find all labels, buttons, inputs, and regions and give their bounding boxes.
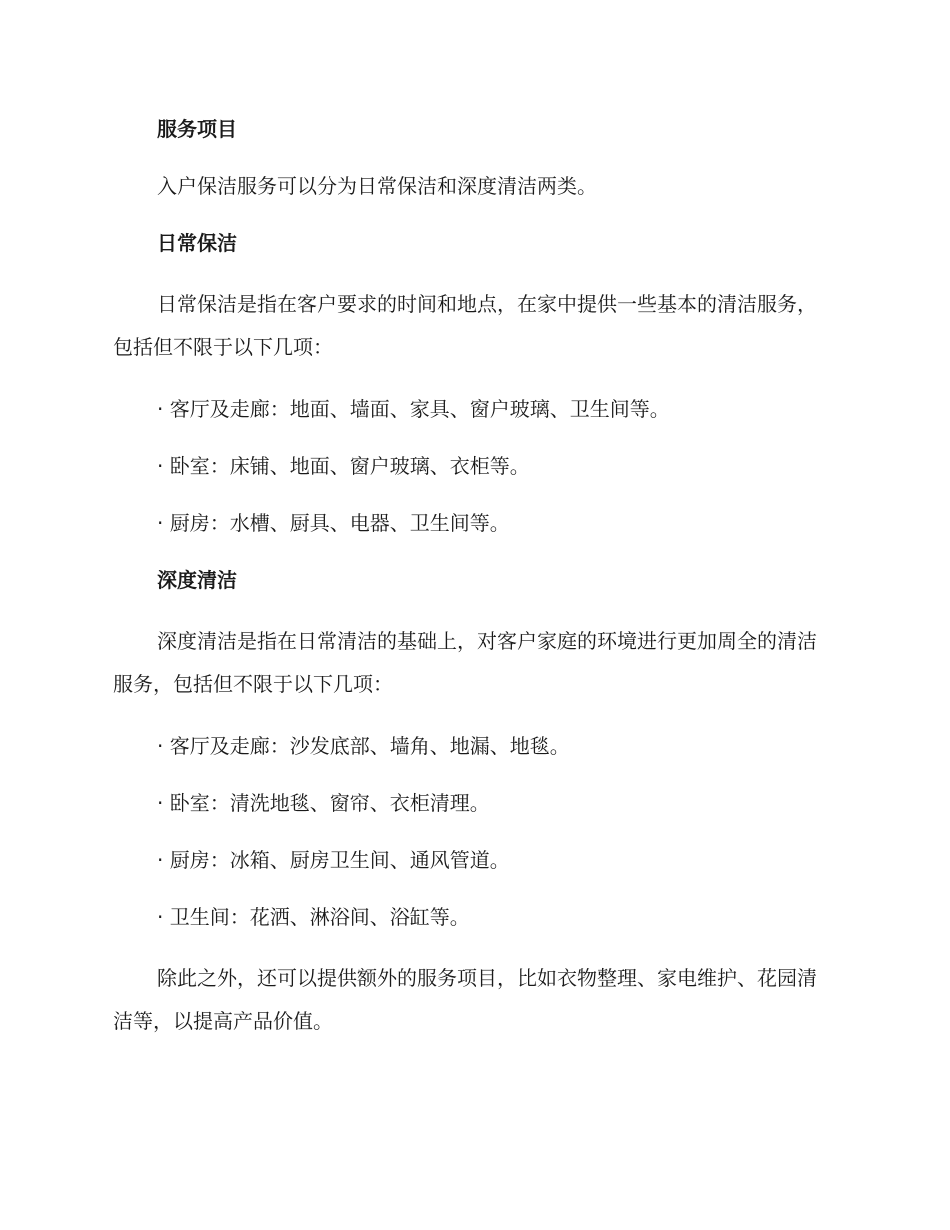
section-heading-service-items: 服务项目 [157, 117, 237, 141]
section-heading-deep-cleaning: 深度清洁 [157, 568, 237, 592]
deep-item-kitchen: · 厨房：冰箱、厨房卫生间、通风管道。 [157, 848, 510, 872]
daily-item-bedroom: · 卧室：床铺、地面、窗户玻璃、衣柜等。 [157, 454, 530, 478]
deep-cleaning-intro: 深度清洁是指在日常清洁的基础上，对客户家庭的环境进行更加周全的清洁服务，包括但不限于以下几项： [113, 629, 817, 696]
extra-services-paragraph: 除此之外，还可以提供额外的服务项目，比如衣物整理、家电维护、花园清洁等，以提高产品价值。 [113, 966, 817, 1033]
daily-item-kitchen: · 厨房：水槽、厨具、电器、卫生间等。 [157, 511, 510, 535]
section-heading-daily-cleaning: 日常保洁 [157, 231, 237, 255]
deep-item-living-room: · 客厅及走廊：沙发底部、墙角、地漏、地毯。 [157, 734, 570, 758]
deep-item-bathroom: · 卫生间：花洒、淋浴间、浴缸等。 [157, 905, 470, 929]
daily-item-living-room: · 客厅及走廊：地面、墙面、家具、窗户玻璃、卫生间等。 [157, 397, 670, 421]
service-items-intro: 入户保洁服务可以分为日常保洁和深度清洁两类。 [157, 174, 597, 198]
deep-item-bedroom: · 卧室：清洗地毯、窗帘、衣柜清理。 [157, 791, 490, 815]
daily-cleaning-intro: 日常保洁是指在客户要求的时间和地点，在家中提供一些基本的清洁服务，包括但不限于以下几项： [113, 292, 817, 359]
document-body [113, 112, 835, 1066]
